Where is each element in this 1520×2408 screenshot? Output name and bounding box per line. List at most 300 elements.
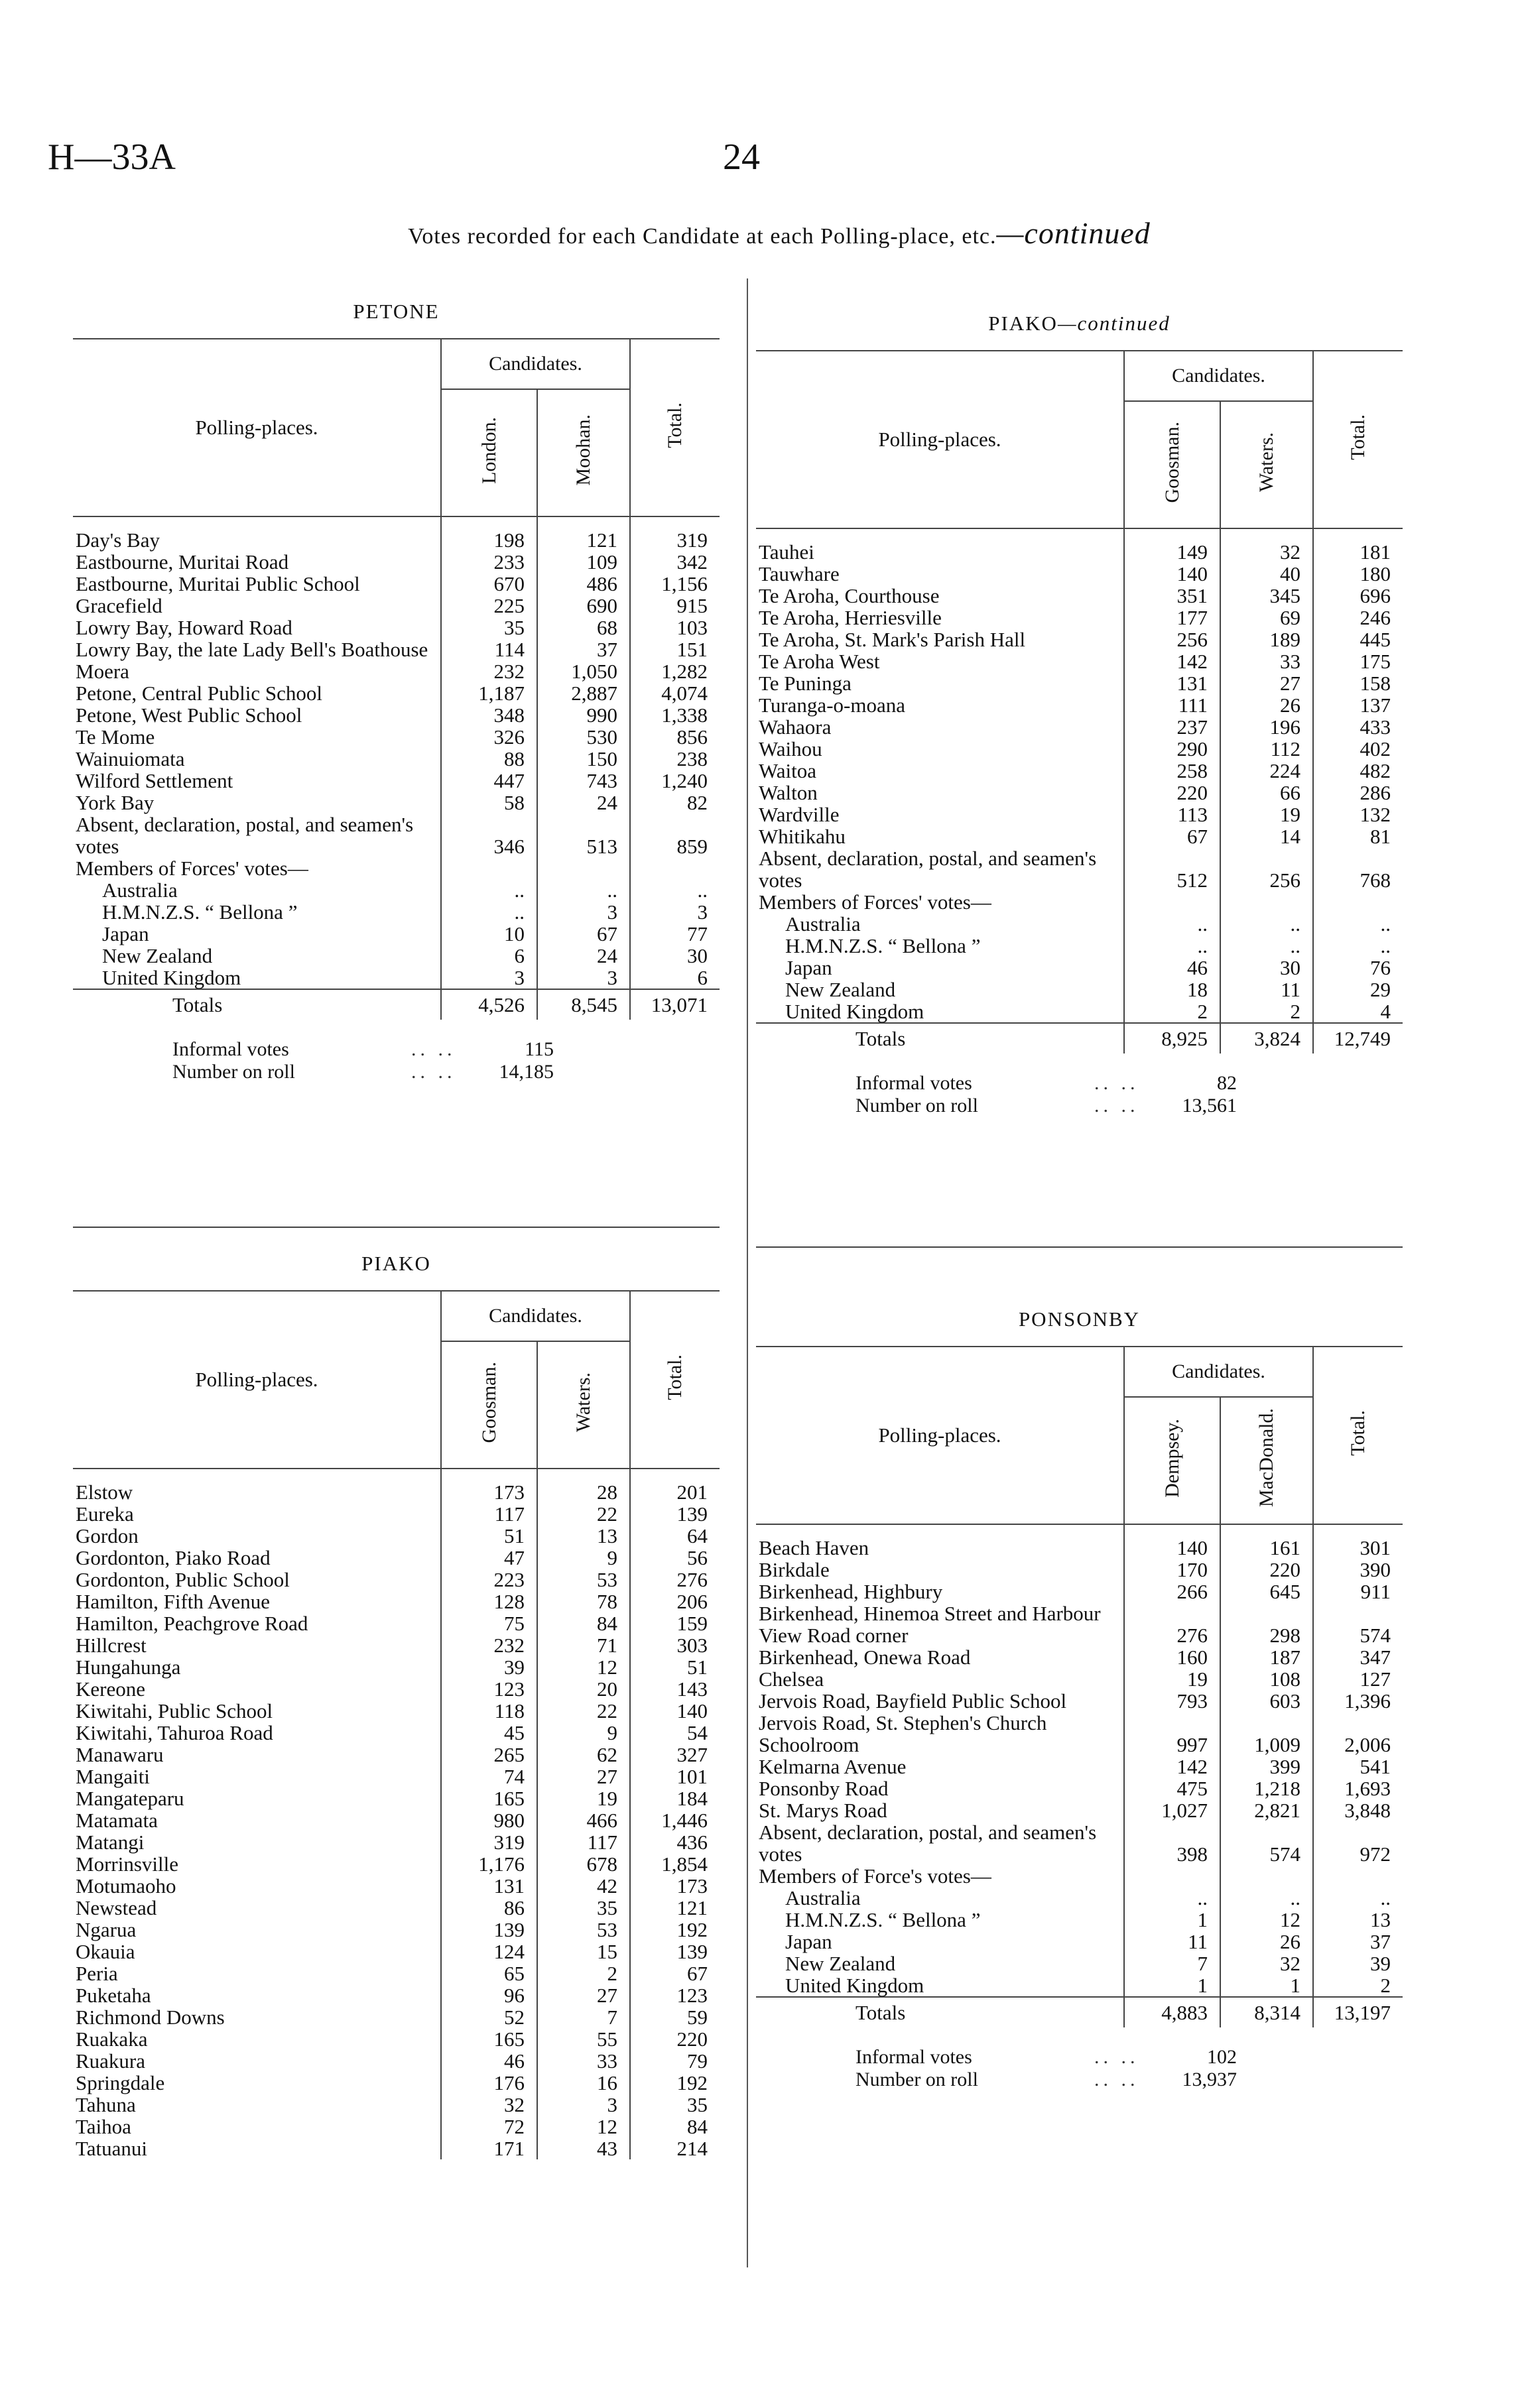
total-cell: 402	[1313, 738, 1403, 760]
votes-cell	[1124, 891, 1220, 913]
votes-cell: 265	[441, 1744, 537, 1766]
votes-cell	[1124, 1865, 1220, 1887]
polling-place	[756, 1909, 1124, 1931]
polling-place-name: Beach Haven	[759, 1536, 869, 1559]
table-row	[73, 1469, 720, 1503]
total-cell: 67	[630, 1962, 720, 1984]
votes-cell: 1	[1124, 1974, 1220, 1997]
table-row	[73, 967, 720, 989]
polling-place-name: Puketaha	[76, 1984, 151, 2007]
total-cell: 82	[630, 792, 720, 813]
votes-cell: 513	[537, 813, 630, 857]
votes-cell: 198	[441, 516, 537, 551]
total-cell: 1,854	[630, 1853, 720, 1875]
table-row	[756, 1581, 1403, 1602]
polling-place	[756, 585, 1124, 607]
polling-place-name: Matamata	[76, 1809, 158, 1832]
votes-cell: ..	[441, 879, 537, 901]
total-cell: 30	[630, 945, 720, 967]
polling-place	[756, 804, 1124, 825]
votes-cell: 117	[441, 1503, 537, 1525]
total-cell: 1,446	[630, 1809, 720, 1831]
polling-place-name: Members of Force's votes—	[759, 1864, 991, 1888]
total-cell: 13	[1313, 1909, 1403, 1931]
piako-separator-rule	[73, 1227, 720, 1228]
polling-place-name: Gordonton, Piako Road	[76, 1546, 271, 1569]
polling-places-header: Polling-places.	[756, 1347, 1124, 1524]
votes-cell: 237	[1124, 716, 1220, 738]
total-cell: 1,396	[1313, 1690, 1403, 1712]
votes-cell: 124	[441, 1941, 537, 1962]
polling-place	[73, 1787, 441, 1809]
table-row	[756, 979, 1403, 1000]
totals-label: Totals	[73, 989, 441, 1020]
table-row	[73, 879, 720, 901]
piako-title: PIAKO	[361, 1252, 431, 1275]
candidate-2-name: MacDonald.	[1255, 1408, 1277, 1508]
table-row	[756, 716, 1403, 738]
table-row	[73, 551, 720, 573]
votes-cell: 326	[441, 726, 537, 748]
total-cell: ..	[1313, 1887, 1403, 1909]
polling-place	[756, 694, 1124, 716]
candidates-header: Candidates.	[441, 1292, 630, 1341]
table-row	[73, 660, 720, 682]
votes-cell: 42	[537, 1875, 630, 1897]
roll-row	[73, 1061, 720, 1083]
total-cell: 482	[1313, 760, 1403, 782]
polling-place	[756, 1865, 1124, 1887]
polling-place-name: Petone, Central Public School	[76, 682, 322, 705]
polling-place-name: Wilford Settlement	[76, 769, 233, 792]
informal-votes-row	[756, 1072, 1403, 1095]
title-main: Votes recorded for each Candidate at each Polling-place, etc.	[408, 224, 997, 249]
table-row	[73, 704, 720, 726]
polling-place	[756, 672, 1124, 694]
polling-place-name: Japan	[785, 1930, 832, 1953]
total-cell: 132	[1313, 804, 1403, 825]
polling-place	[756, 1690, 1124, 1712]
candidate-2-header	[1220, 401, 1313, 528]
table-row	[756, 1777, 1403, 1799]
total-cell: 319	[630, 516, 720, 551]
polling-place-name: Absent, declaration, postal, and seamen's votes	[759, 1821, 1097, 1866]
candidates-header: Candidates.	[441, 339, 630, 389]
table-row	[73, 1678, 720, 1700]
polling-place-name: Birkenhead, Onewa Road	[759, 1646, 971, 1669]
polling-place-name: Okauia	[76, 1940, 135, 1963]
polling-place-name: Kiwitahi, Tahuroa Road	[76, 1721, 273, 1744]
table-row	[73, 726, 720, 748]
table-row	[73, 748, 720, 770]
polling-place	[73, 2050, 441, 2072]
total-cell: 181	[1313, 528, 1403, 563]
votes-cell	[537, 857, 630, 879]
polling-place	[73, 516, 441, 551]
votes-cell: 139	[441, 1919, 537, 1941]
polling-place	[73, 770, 441, 792]
votes-cell: 24	[537, 792, 630, 813]
polling-place	[756, 782, 1124, 804]
table-row	[73, 1962, 720, 1984]
polling-place	[756, 607, 1124, 629]
votes-cell: 10	[441, 923, 537, 945]
votes-cell: 131	[1124, 672, 1220, 694]
polling-place	[756, 1524, 1124, 1559]
piako-table	[73, 1292, 720, 2159]
total-cell: 184	[630, 1787, 720, 1809]
votes-cell: 574	[1220, 1821, 1313, 1865]
total-cell	[630, 857, 720, 879]
total-cell: ..	[1313, 913, 1403, 935]
votes-cell: 12	[537, 2116, 630, 2137]
polling-place	[73, 2028, 441, 2050]
polling-place	[756, 738, 1124, 760]
candidate-2-name: Waters.	[572, 1372, 594, 1433]
table-row	[73, 2050, 720, 2072]
votes-cell: 223	[441, 1569, 537, 1591]
votes-cell: 3	[537, 901, 630, 923]
polling-place	[73, 1700, 441, 1722]
polling-place	[73, 682, 441, 704]
candidate-1-header	[441, 1341, 537, 1469]
polling-place	[73, 1984, 441, 2006]
polling-place-name: Mangaiti	[76, 1765, 150, 1788]
total-cell: 29	[1313, 979, 1403, 1000]
polling-place-name: Motumaoho	[76, 1874, 176, 1897]
table-row	[73, 595, 720, 617]
polling-place	[73, 660, 441, 682]
votes-cell: 68	[537, 617, 630, 638]
votes-cell: 113	[1124, 804, 1220, 825]
polling-place-name: Taihoa	[76, 2115, 131, 2138]
votes-cell: 149	[1124, 528, 1220, 563]
total-cell	[1313, 891, 1403, 913]
total-header-label: Total.	[664, 1354, 686, 1400]
totals-row	[756, 1023, 1403, 1054]
votes-cell: 27	[1220, 672, 1313, 694]
total-cell: 127	[1313, 1668, 1403, 1690]
votes-cell: 9	[537, 1722, 630, 1744]
votes-cell: 447	[441, 770, 537, 792]
votes-cell: 142	[1124, 1756, 1220, 1777]
polling-place	[73, 2072, 441, 2094]
table-row	[756, 782, 1403, 804]
polling-place	[73, 1831, 441, 1853]
polling-place	[756, 1581, 1124, 1602]
votes-cell: 2,821	[1220, 1799, 1313, 1821]
polling-place	[73, 1569, 441, 1591]
votes-cell: 86	[441, 1897, 537, 1919]
votes-cell	[1220, 891, 1313, 913]
total-cell: 342	[630, 551, 720, 573]
polling-place-name: Eastbourne, Muritai Public School	[76, 572, 360, 595]
table-row	[73, 1919, 720, 1941]
table-row	[73, 682, 720, 704]
table-row	[756, 1524, 1403, 1559]
totals-row	[73, 989, 720, 1020]
votes-cell: 196	[1220, 716, 1313, 738]
totals-cell: 3,824	[1220, 1023, 1313, 1054]
table-row	[73, 1591, 720, 1612]
polling-place-name: Gordonton, Public School	[76, 1568, 290, 1591]
polling-place	[73, 2137, 441, 2159]
table-row	[73, 1503, 720, 1525]
polling-place	[73, 1547, 441, 1569]
polling-place	[73, 923, 441, 945]
polling-place-name: Tatuanui	[76, 2137, 148, 2160]
polling-place-name: Turanga-o-moana	[759, 693, 905, 717]
votes-cell: 46	[441, 2050, 537, 2072]
petone-section	[73, 300, 720, 1083]
total-cell: 327	[630, 1744, 720, 1766]
polling-place	[73, 726, 441, 748]
total-cell: 246	[1313, 607, 1403, 629]
table-row	[73, 2028, 720, 2050]
votes-cell: 1	[1124, 1909, 1220, 1931]
votes-cell: ..	[537, 879, 630, 901]
polling-place	[73, 1503, 441, 1525]
polling-place-name: Jervois Road, St. Stephen's Church Schoolroom	[759, 1711, 1047, 1756]
votes-cell: 170	[1124, 1559, 1220, 1581]
votes-cell: 7	[537, 2006, 630, 2028]
polling-place-name: Whitikahu	[759, 825, 846, 848]
total-cell: 151	[630, 638, 720, 660]
informal-label: Informal votes	[172, 1038, 289, 1060]
votes-cell: 165	[441, 2028, 537, 2050]
total-cell: 238	[630, 748, 720, 770]
votes-cell: 19	[1220, 804, 1313, 825]
polling-place-name: Gordon	[76, 1524, 139, 1547]
table-row	[73, 1809, 720, 1831]
polling-place	[73, 2094, 441, 2116]
votes-cell: 27	[537, 1766, 630, 1787]
votes-cell: 27	[537, 1984, 630, 2006]
votes-cell: 112	[1220, 738, 1313, 760]
total-cell: 4,074	[630, 682, 720, 704]
votes-cell: 1,050	[537, 660, 630, 682]
table-row	[73, 1875, 720, 1897]
table-row	[73, 923, 720, 945]
votes-cell	[1220, 1865, 1313, 1887]
total-cell: 6	[630, 967, 720, 989]
votes-cell: 140	[1124, 1524, 1220, 1559]
total-cell: 1,240	[630, 770, 720, 792]
polling-place	[756, 1821, 1124, 1865]
votes-cell: 220	[1220, 1559, 1313, 1581]
total-cell: 768	[1313, 847, 1403, 891]
polling-place-name: Birkenhead, Highbury	[759, 1580, 943, 1603]
votes-cell: 2	[1220, 1000, 1313, 1023]
polling-place	[756, 1974, 1124, 1997]
polling-place-name: Walton	[759, 781, 818, 804]
table-row	[756, 1602, 1403, 1646]
total-cell: 158	[1313, 672, 1403, 694]
table-row	[756, 1974, 1403, 1997]
polling-place-name: Jervois Road, Bayfield Public School	[759, 1689, 1067, 1713]
piako-continued-name: PIAKO	[988, 312, 1058, 335]
table-row	[73, 1700, 720, 1722]
polling-place-name: Manawaru	[76, 1743, 164, 1766]
polling-place-name: Australia	[102, 878, 178, 902]
votes-cell: 67	[1124, 825, 1220, 847]
table-row	[756, 650, 1403, 672]
polling-place-name: New Zealand	[785, 1952, 896, 1975]
totals-cell: 12,749	[1313, 1023, 1403, 1054]
roll-value: 13,937	[1182, 2069, 1237, 2090]
totals-label: Totals	[756, 1023, 1124, 1054]
votes-cell: 58	[441, 792, 537, 813]
votes-cell: 108	[1220, 1668, 1313, 1690]
votes-cell	[441, 857, 537, 879]
leader-dots: .. ..	[1094, 2046, 1139, 2068]
votes-cell: 690	[537, 595, 630, 617]
table-row	[73, 1744, 720, 1766]
candidates-header: Candidates.	[1124, 1347, 1313, 1397]
votes-cell: 486	[537, 573, 630, 595]
votes-cell: 160	[1124, 1646, 1220, 1668]
table-row	[73, 792, 720, 813]
polling-place	[756, 563, 1124, 585]
total-header	[630, 1292, 720, 1469]
polling-place	[73, 1853, 441, 1875]
table-row	[756, 1756, 1403, 1777]
polling-place	[756, 1668, 1124, 1690]
total-cell: 64	[630, 1525, 720, 1547]
ponsonby-footer	[756, 2046, 1403, 2091]
votes-cell: 37	[537, 638, 630, 660]
polling-place-name: Ponsonby Road	[759, 1777, 889, 1800]
polling-place	[756, 650, 1124, 672]
votes-cell: 53	[537, 1569, 630, 1591]
polling-place	[756, 935, 1124, 957]
polling-place	[756, 1799, 1124, 1821]
polling-place	[756, 1953, 1124, 1974]
votes-cell: 28	[537, 1469, 630, 1503]
votes-cell: 53	[537, 1919, 630, 1941]
polling-place	[73, 2006, 441, 2028]
page-title	[99, 215, 1459, 251]
polling-place	[73, 792, 441, 813]
polling-place	[756, 1777, 1124, 1799]
total-cell: 859	[630, 813, 720, 857]
total-cell: 1,338	[630, 704, 720, 726]
totals-cell: 4,526	[441, 989, 537, 1020]
votes-cell: 39	[441, 1656, 537, 1678]
votes-cell: 11	[1220, 979, 1313, 1000]
ponsonby-separator-rule	[756, 1246, 1403, 1248]
total-cell: 206	[630, 1591, 720, 1612]
votes-cell: 43	[537, 2137, 630, 2159]
polling-place-name: Australia	[785, 912, 861, 935]
total-cell: 1,693	[1313, 1777, 1403, 1799]
votes-cell: 47	[441, 1547, 537, 1569]
votes-cell: 351	[1124, 585, 1220, 607]
polling-place-name: Elstow	[76, 1480, 133, 1504]
votes-cell: 72	[441, 2116, 537, 2137]
table-row	[756, 738, 1403, 760]
totals-cell: 8,314	[1220, 1997, 1313, 2027]
table-row	[756, 1712, 1403, 1756]
votes-cell: 2	[1124, 1000, 1220, 1023]
polling-place-name: Eureka	[76, 1502, 134, 1526]
votes-cell: 18	[1124, 979, 1220, 1000]
votes-cell: 52	[441, 2006, 537, 2028]
polling-place-name: Newstead	[76, 1896, 157, 1919]
roll-row	[756, 1095, 1403, 1117]
total-cell: 220	[630, 2028, 720, 2050]
votes-cell: 187	[1220, 1646, 1313, 1668]
polling-place	[73, 704, 441, 726]
polling-place-name: Springdale	[76, 2071, 165, 2094]
candidate-2-name: Moohan.	[572, 414, 594, 486]
polling-place	[73, 1634, 441, 1656]
total-cell: 433	[1313, 716, 1403, 738]
polling-place	[756, 847, 1124, 891]
leader-dots: .. ..	[1094, 1095, 1139, 1116]
polling-place-name: Japan	[785, 956, 832, 979]
informal-votes-row	[756, 2046, 1403, 2069]
table-row	[756, 607, 1403, 629]
votes-cell: 16	[537, 2072, 630, 2094]
total-header-label: Total.	[1347, 1410, 1369, 1456]
total-cell: 445	[1313, 629, 1403, 650]
votes-cell: 69	[1220, 607, 1313, 629]
votes-cell: ..	[1220, 935, 1313, 957]
votes-cell: 398	[1124, 1821, 1220, 1865]
votes-cell: 1,218	[1220, 1777, 1313, 1799]
polling-places-header: Polling-places.	[73, 339, 441, 516]
polling-place	[73, 748, 441, 770]
votes-cell: 20	[537, 1678, 630, 1700]
votes-cell: 35	[537, 1897, 630, 1919]
table-row	[73, 1656, 720, 1678]
polling-place	[73, 1678, 441, 1700]
polling-place	[756, 957, 1124, 979]
votes-cell: 84	[537, 1612, 630, 1634]
table-row	[73, 1722, 720, 1744]
informal-value: 102	[1207, 2046, 1237, 2068]
votes-cell: 24	[537, 945, 630, 967]
votes-cell: 6	[441, 945, 537, 967]
votes-cell: 233	[441, 551, 537, 573]
total-cell: 276	[630, 1569, 720, 1591]
polling-place	[73, 1591, 441, 1612]
table-row	[756, 563, 1403, 585]
votes-cell: 14	[1220, 825, 1313, 847]
votes-cell: 220	[1124, 782, 1220, 804]
totals-cell: 13,071	[630, 989, 720, 1020]
polling-place	[756, 913, 1124, 935]
ponsonby-title: PONSONBY	[1018, 1307, 1141, 1331]
roll-label: Number on roll	[855, 1095, 978, 1116]
votes-cell: 189	[1220, 629, 1313, 650]
table-row	[73, 2137, 720, 2159]
polling-place	[73, 638, 441, 660]
total-cell: 56	[630, 1547, 720, 1569]
polling-place-name: Tahuna	[76, 2093, 136, 2116]
table-row	[756, 760, 1403, 782]
votes-cell: 258	[1124, 760, 1220, 782]
votes-cell: 3	[537, 2094, 630, 2116]
total-cell: 856	[630, 726, 720, 748]
total-header	[1313, 1347, 1403, 1524]
votes-cell: 71	[537, 1634, 630, 1656]
total-cell: 39	[1313, 1953, 1403, 1974]
table-row	[73, 1525, 720, 1547]
polling-place-name: Kiwitahi, Public School	[76, 1699, 273, 1722]
table-row	[73, 770, 720, 792]
